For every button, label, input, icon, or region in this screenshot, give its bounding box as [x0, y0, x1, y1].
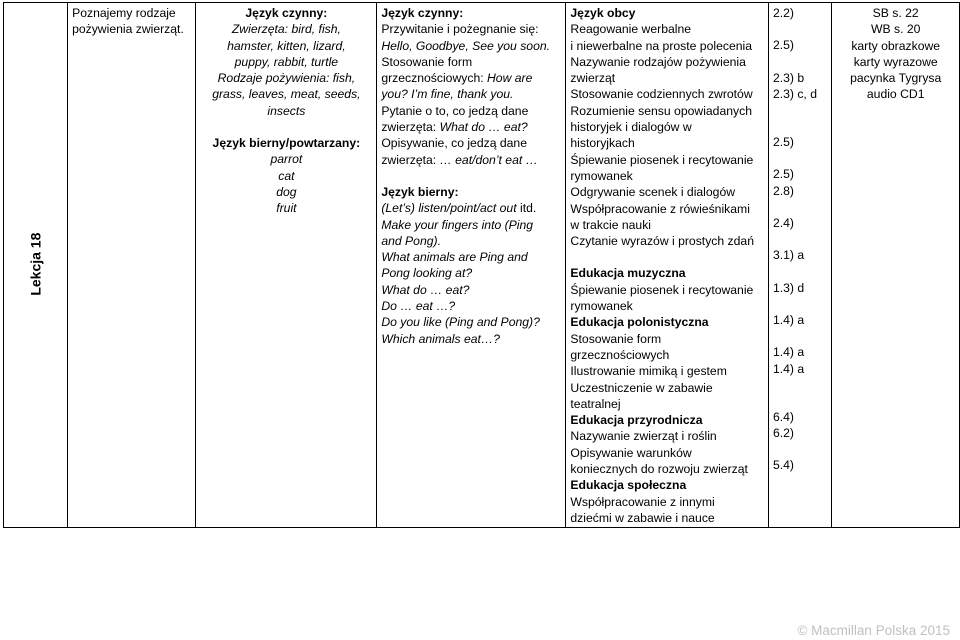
vocabulary-cell [196, 3, 377, 528]
lesson-label: Lekcja 18 [27, 232, 44, 297]
curriculum-ref: 2.3) b [772, 70, 805, 85]
skill-line: Śpiewanie piosenek i recytowanie [570, 152, 754, 167]
lesson-cell [4, 3, 68, 528]
skill-line: Odgrywanie scenek i dialogów [570, 185, 736, 200]
curriculum-ref: 1.3) d [772, 280, 805, 295]
structure-line: What animals are Ping and [381, 250, 528, 265]
skill-line: rymowanek [570, 168, 633, 183]
lesson-plan-table [3, 2, 960, 528]
skill-line: w trakcie nauki [570, 217, 652, 232]
skill-line: historyjek i dialogów w [570, 120, 692, 135]
skill-line: zwierząt [570, 71, 616, 86]
structure-line: Opisywanie, co jedzą dane [381, 136, 527, 151]
curriculum-ref: 2.5) [772, 167, 794, 182]
skill-line: teatralnej [570, 396, 621, 411]
structure-line: and Pong). [381, 233, 441, 248]
vocab-line: Rodzaje pożywienia: fish, [217, 71, 356, 86]
skill-line: koniecznych do rozwoju zwierząt [570, 462, 748, 477]
table-row [4, 3, 960, 528]
skills-cell [566, 3, 769, 528]
structure-line: Pong looking at? [381, 266, 473, 281]
skill-line: Reagowanie werbalne [570, 22, 692, 37]
music-education-heading: Edukacja muzyczna [570, 266, 686, 281]
structure-line: Pytanie o to, co jedzą dane [381, 103, 529, 118]
foreign-language-heading: Język obcy [570, 6, 636, 20]
skill-line: Opisywanie warunków [570, 445, 692, 460]
structures-cell [377, 3, 566, 528]
curriculum-ref: 2.8) [772, 183, 794, 198]
skill-line: Czytanie wyrazów i prostych zdań [570, 234, 754, 249]
structure-line: What do … eat? [381, 282, 470, 297]
curriculum-ref: 2.2) [772, 6, 794, 20]
skill-line: dziećmi w zabawie i nauce [570, 510, 715, 525]
nature-education-heading: Edukacja przyrodnicza [570, 413, 703, 428]
curriculum-ref: 3.1) a [772, 248, 805, 263]
vocab-line: puppy, rabbit, turtle [234, 54, 339, 69]
active-vocab-heading: Język czynny: [245, 6, 328, 20]
vocab-line: grass, leaves, meat, seeds, [212, 87, 361, 102]
curriculum-ref: 2.5) [772, 38, 794, 53]
structure-line: zwierzęta: What do … eat? [381, 120, 528, 135]
skill-line: grzecznościowych [570, 347, 670, 362]
skill-line: Uczestniczenie w zabawie [570, 380, 713, 395]
vocab-line: hamster, kitten, lizard, [227, 38, 346, 53]
vocab-line: dog [276, 184, 297, 199]
structure-line: (Let’s) listen/point/act out itd. [381, 201, 537, 216]
skill-line: Rozumienie sensu opowiadanych [570, 103, 752, 118]
structure-line: Make your fingers into (Ping [381, 217, 534, 232]
curriculum-ref: 1.4) a [772, 361, 805, 376]
material-line: WB s. 20 [870, 22, 921, 37]
skill-line: Śpiewanie piosenek i recytowanie [570, 282, 754, 297]
curriculum-ref: 6.2) [772, 426, 794, 441]
curriculum-ref: 2.4) [772, 216, 794, 231]
material-line: SB s. 22 [872, 6, 919, 20]
curriculum-ref: 1.4) a [772, 312, 805, 327]
skill-line: Ilustrowanie mimiką i gestem [570, 364, 727, 379]
skill-line: historyjkach [570, 136, 635, 151]
passive-structures-heading: Język bierny: [381, 184, 459, 199]
vocab-line: Zwierzęta: bird, fish, [231, 22, 341, 37]
social-education-heading: Edukacja społeczna [570, 478, 687, 493]
structure-line: Hello, Goodbye, See you soon. [381, 38, 551, 53]
active-structures-heading: Język czynny: [381, 6, 464, 20]
skill-line: Nazywanie rodzajów pożywienia [570, 54, 746, 69]
skill-line: Nazywanie zwierząt i roślin [570, 429, 717, 444]
curriculum-ref: 2.5) [772, 135, 794, 150]
skill-line: Stosowanie form [570, 331, 662, 346]
skill-line: Współpracowanie z rówieśnikami [570, 201, 750, 216]
skill-line: i niewerbalne na proste polecenia [570, 38, 752, 53]
curriculum-refs-cell [768, 3, 831, 528]
structure-line: Do you like (Ping and Pong)? [381, 315, 540, 330]
structure-line: zwierzęta: … eat/don’t eat … [381, 152, 538, 167]
polish-education-heading: Edukacja polonistyczna [570, 315, 709, 330]
material-line: audio CD1 [866, 87, 925, 102]
curriculum-ref: 5.4) [772, 458, 794, 473]
topic-line-2: pożywienia zwierząt. [72, 22, 184, 37]
structure-line: you? I’m fine, thank you. [381, 87, 514, 102]
materials-cell [832, 3, 960, 528]
topic-cell [68, 3, 196, 528]
skill-line: rymowanek [570, 299, 633, 314]
curriculum-ref: 6.4) [772, 409, 794, 424]
curriculum-ref: 1.4) a [772, 345, 805, 360]
material-line: karty wyrazowe [853, 54, 938, 69]
material-line: pacynka Tygrysa [850, 71, 942, 86]
vocab-line: fruit [276, 201, 297, 216]
structure-line: grzecznościowych: How are [381, 71, 533, 86]
structure-line: Which animals eat…? [381, 331, 500, 346]
copyright-footer: © Macmillan Polska 2015 [797, 623, 950, 638]
curriculum-ref: 2.3) c, d [772, 86, 817, 101]
material-line: karty obrazkowe [851, 38, 941, 53]
topic-line-1: Poznajemy rodzaje [72, 6, 176, 20]
vocab-line: insects [267, 103, 306, 118]
structure-line: Przywitanie i pożegnanie się: [381, 22, 539, 37]
skill-line: Stosowanie codziennych zwrotów [570, 87, 753, 102]
vocab-line: cat [278, 168, 295, 183]
structure-line: Stosowanie form [381, 54, 473, 69]
vocab-line: parrot [270, 152, 303, 167]
structure-line: Do … eat …? [381, 299, 456, 314]
passive-vocab-heading: Język bierny/powtarzany: [212, 136, 361, 151]
skill-line: Współpracowanie z innymi [570, 494, 715, 509]
